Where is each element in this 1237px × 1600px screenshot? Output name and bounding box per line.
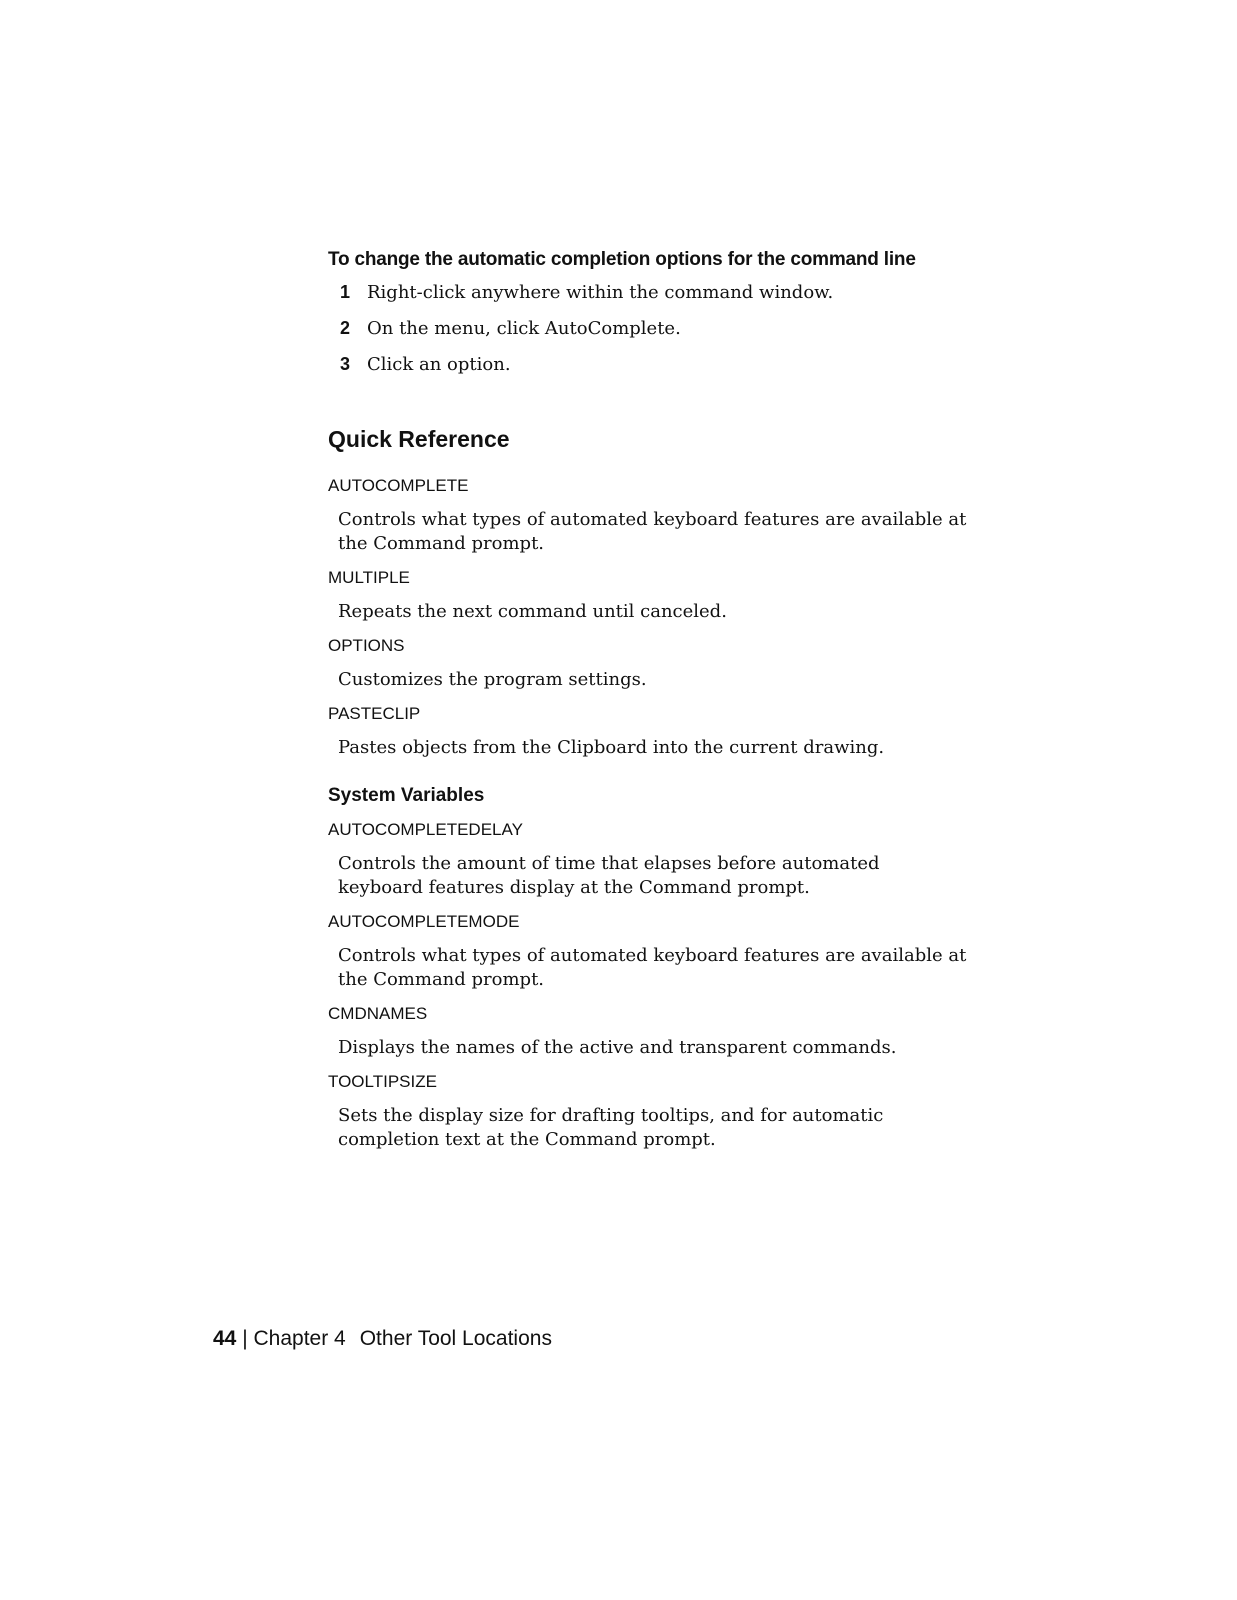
variable-term: TOOLTIPSIZE [328,1072,437,1091]
variable-entry [328,1002,978,1060]
variable-term: AUTOCOMPLETEDELAY [328,820,523,839]
footer-chapter: Chapter 4 [253,1327,346,1350]
step-text: On the menu, click AutoComplete. [367,318,681,339]
quick-reference-heading: Quick Reference [328,426,510,452]
step-number: 3 [340,354,351,374]
command-term: AUTOCOMPLETE [328,476,469,495]
variable-term: AUTOCOMPLETEMODE [328,912,520,931]
step-number: 1 [340,282,351,302]
command-term: OPTIONS [328,636,405,655]
command-description: Repeats the next command until canceled. [338,601,727,622]
footer-separator: | [236,1327,254,1350]
procedure-step [328,278,978,314]
variable-description: Sets the display size for drafting tooltips, and for automatic completion text at the Command prompt. [338,1105,884,1150]
command-entry [328,702,978,760]
variable-term: CMDNAMES [328,1004,428,1023]
command-entry [328,474,978,556]
variable-description: Controls what types of automated keyboard features are available at the Command prompt. [338,945,967,990]
variable-description: Controls the amount of time that elapses before automated keyboard features display at the Command prompt. [338,853,880,898]
procedure-steps [328,278,978,386]
step-text: Right-click anywhere within the command window. [367,282,834,303]
variable-description: Displays the names of the active and transparent commands. [338,1037,897,1058]
procedure-title: To change the automatic completion options for the command line [328,249,916,270]
command-description: Controls what types of automated keyboard features are available at the Command prompt. [338,509,967,554]
command-term: PASTECLIP [328,704,421,723]
command-entry [328,634,978,692]
variable-entry [328,910,978,992]
step-number: 2 [340,318,351,338]
step-text: Click an option. [367,354,511,375]
command-term: MULTIPLE [328,568,410,587]
command-description: Pastes objects from the Clipboard into the current drawing. [338,737,885,758]
page-content [328,246,978,1162]
quick-reference-commands [328,474,978,760]
page-number: 44 [213,1327,237,1350]
procedure-step [328,350,978,386]
page-footer [213,1324,552,1354]
variable-entry [328,818,978,900]
footer-chapter-title: Other Tool Locations [359,1327,552,1350]
procedure-step [328,314,978,350]
command-description: Customizes the program settings. [338,669,647,690]
variable-entry [328,1070,978,1152]
system-variables-heading: System Variables [328,785,485,806]
command-entry [328,566,978,624]
system-variables-list [328,818,978,1152]
